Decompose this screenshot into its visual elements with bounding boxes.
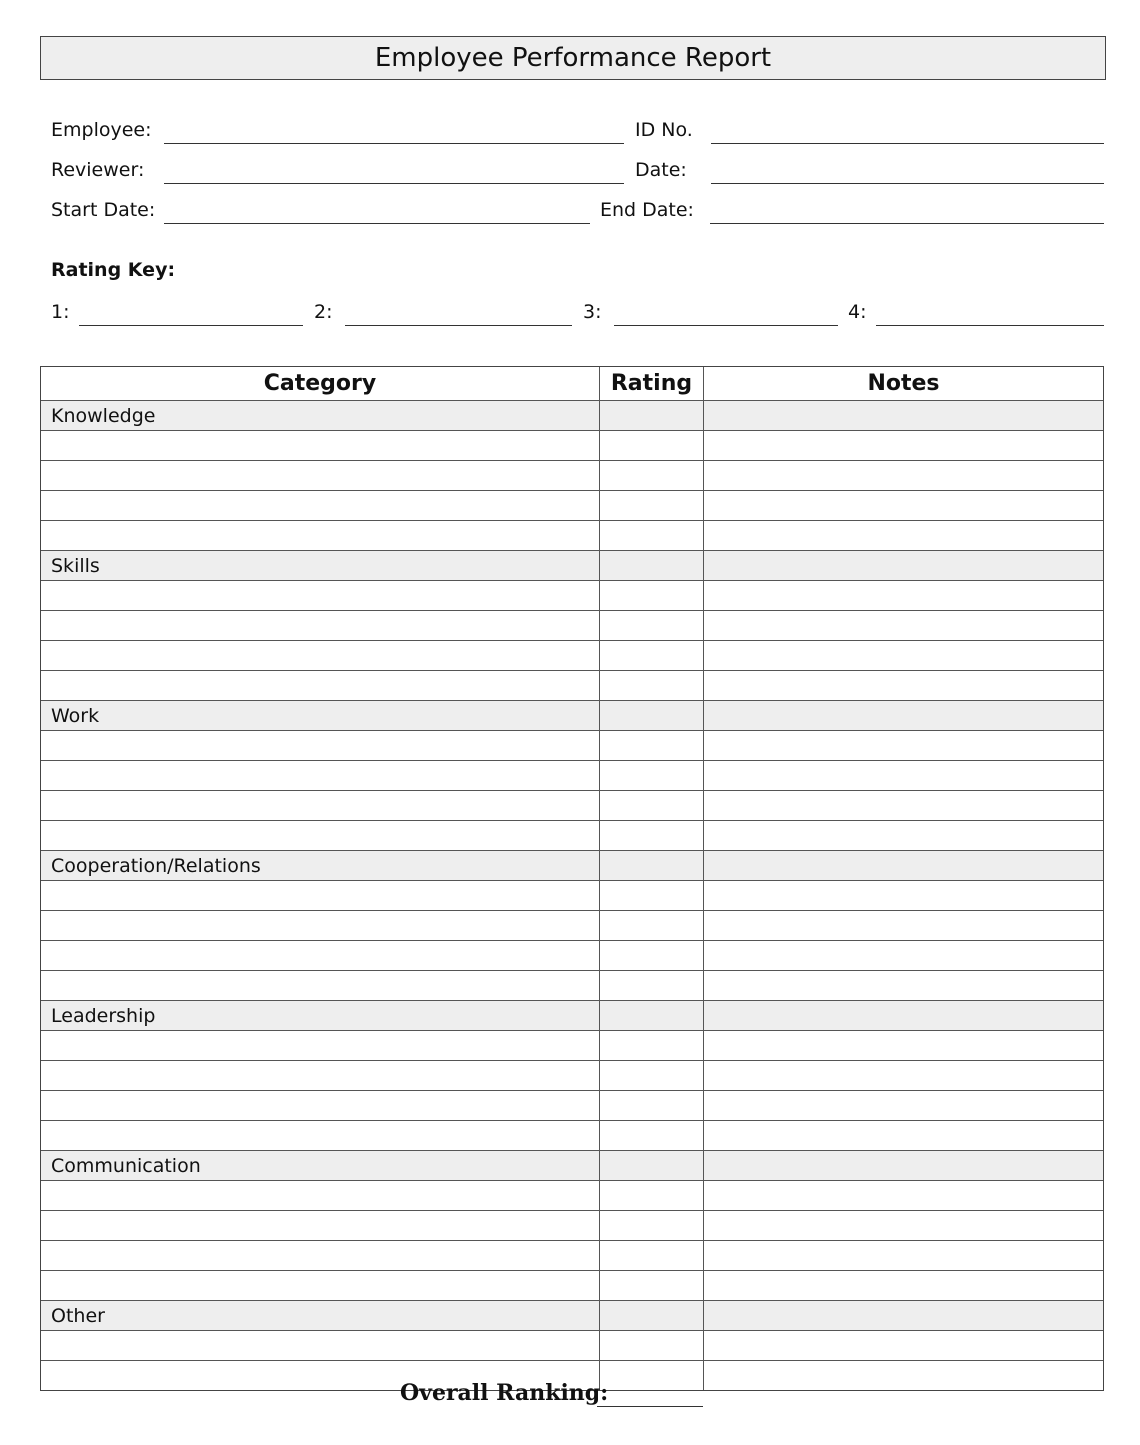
rating-key-1-field[interactable]	[79, 325, 303, 326]
table-row	[41, 940, 1103, 970]
table-row	[41, 1240, 1103, 1270]
category-cell[interactable]	[41, 881, 599, 910]
table-row	[41, 580, 1103, 610]
rating-cell[interactable]	[599, 971, 703, 1000]
reviewer-label: Reviewer:	[51, 159, 145, 181]
section-rating-cell	[599, 701, 703, 730]
category-cell[interactable]	[41, 671, 599, 700]
category-cell[interactable]	[41, 761, 599, 790]
rating-cell[interactable]	[599, 1181, 703, 1210]
category-cell[interactable]	[41, 821, 599, 850]
rating-cell[interactable]	[599, 911, 703, 940]
notes-cell[interactable]	[703, 761, 1103, 790]
table-row	[41, 880, 1103, 910]
section-rating-cell	[599, 1301, 703, 1330]
table-row	[41, 1060, 1103, 1090]
rating-cell[interactable]	[599, 791, 703, 820]
table-row	[41, 1210, 1103, 1240]
rating-header: Rating	[599, 367, 703, 400]
rating-cell[interactable]	[599, 581, 703, 610]
rating-key-label: Rating Key:	[51, 259, 176, 281]
notes-cell[interactable]	[703, 911, 1103, 940]
category-cell[interactable]	[41, 461, 599, 490]
rating-cell[interactable]	[599, 731, 703, 760]
table-row	[41, 1030, 1103, 1060]
category-cell[interactable]	[41, 941, 599, 970]
section-row	[41, 400, 1103, 430]
category-cell[interactable]	[41, 1241, 599, 1270]
notes-cell[interactable]	[703, 971, 1103, 1000]
rating-key-4-field[interactable]	[876, 325, 1104, 326]
rating-cell[interactable]	[599, 521, 703, 550]
table-row	[41, 430, 1103, 460]
table-row	[41, 730, 1103, 760]
employee-label: Employee:	[51, 119, 152, 141]
section-label: Communication	[51, 1154, 201, 1177]
rating-cell[interactable]	[599, 821, 703, 850]
rating-cell[interactable]	[599, 611, 703, 640]
rating-key-2-field[interactable]	[345, 325, 572, 326]
category-cell[interactable]	[41, 1121, 599, 1150]
notes-cell[interactable]	[703, 641, 1103, 670]
notes-cell[interactable]	[703, 821, 1103, 850]
notes-cell[interactable]	[703, 431, 1103, 460]
notes-cell[interactable]	[703, 1091, 1103, 1120]
employee-field[interactable]	[164, 143, 624, 144]
rating-cell[interactable]	[599, 1271, 703, 1300]
table-row	[41, 790, 1103, 820]
section-label: Leadership	[51, 1004, 156, 1027]
section-notes-cell	[703, 551, 1103, 580]
section-label: Cooperation/Relations	[51, 854, 261, 877]
rating-cell[interactable]	[599, 1031, 703, 1060]
notes-cell[interactable]	[703, 1211, 1103, 1240]
category-cell[interactable]	[41, 791, 599, 820]
category-cell[interactable]	[41, 971, 599, 1000]
table-row	[41, 520, 1103, 550]
notes-cell[interactable]	[703, 491, 1103, 520]
table-row	[41, 460, 1103, 490]
section-row	[41, 1150, 1103, 1180]
section-notes-cell	[703, 701, 1103, 730]
notes-cell[interactable]	[703, 941, 1103, 970]
notes-cell[interactable]	[703, 791, 1103, 820]
category-cell[interactable]	[41, 491, 599, 520]
section-notes-cell	[703, 1151, 1103, 1180]
rating-cell[interactable]	[599, 761, 703, 790]
rating-cell[interactable]	[599, 641, 703, 670]
rating-key-3-label: 3:	[583, 301, 602, 323]
section-rating-cell	[599, 401, 703, 430]
category-cell[interactable]	[41, 1331, 599, 1360]
category-cell[interactable]	[41, 1211, 599, 1240]
section-rating-cell	[599, 1001, 703, 1030]
notes-cell[interactable]	[703, 611, 1103, 640]
notes-cell[interactable]	[703, 731, 1103, 760]
rating-cell[interactable]	[599, 881, 703, 910]
notes-cell[interactable]	[703, 1271, 1103, 1300]
performance-table	[40, 366, 1104, 1391]
rating-cell[interactable]	[599, 671, 703, 700]
rating-cell[interactable]	[599, 461, 703, 490]
notes-cell[interactable]	[703, 1331, 1103, 1360]
notes-cell[interactable]	[703, 671, 1103, 700]
category-cell[interactable]	[41, 1271, 599, 1300]
notes-cell[interactable]	[703, 1121, 1103, 1150]
notes-cell[interactable]	[703, 1361, 1103, 1390]
section-row	[41, 700, 1103, 730]
overall-ranking-field[interactable]	[597, 1406, 703, 1407]
table-row	[41, 820, 1103, 850]
rating-cell[interactable]	[599, 1361, 703, 1390]
section-notes-cell	[703, 1301, 1103, 1330]
end-date-field[interactable]	[710, 223, 1104, 224]
notes-cell[interactable]	[703, 581, 1103, 610]
notes-cell[interactable]	[703, 1031, 1103, 1060]
rating-key-1-label: 1:	[51, 301, 70, 323]
category-cell[interactable]	[41, 911, 599, 940]
category-cell[interactable]	[41, 641, 599, 670]
report-title: Employee Performance Report	[374, 43, 772, 73]
table-row	[41, 490, 1103, 520]
section-rating-cell	[599, 851, 703, 880]
table-row	[41, 1090, 1103, 1120]
category-cell[interactable]	[41, 521, 599, 550]
notes-cell[interactable]	[703, 461, 1103, 490]
rating-key-3-field[interactable]	[614, 325, 838, 326]
table-row	[41, 640, 1103, 670]
table-header-row	[41, 367, 1103, 400]
end-date-label: End Date:	[600, 199, 694, 221]
notes-cell[interactable]	[703, 881, 1103, 910]
overall-ranking-label: Overall Ranking:	[400, 1380, 609, 1406]
notes-cell[interactable]	[703, 1061, 1103, 1090]
date-label: Date:	[635, 159, 687, 181]
section-rating-cell	[599, 551, 703, 580]
section-rating-cell	[599, 1151, 703, 1180]
id-field[interactable]	[711, 143, 1104, 144]
id-label: ID No.	[635, 119, 693, 141]
category-header: Category	[263, 371, 377, 396]
section-notes-cell	[703, 401, 1103, 430]
rating-cell[interactable]	[599, 1061, 703, 1090]
table-row	[41, 1180, 1103, 1210]
rating-cell[interactable]	[599, 1091, 703, 1120]
section-notes-cell	[703, 1001, 1103, 1030]
table-row	[41, 1330, 1103, 1360]
rating-cell[interactable]	[599, 1331, 703, 1360]
table-row	[41, 970, 1103, 1000]
category-cell[interactable]	[41, 581, 599, 610]
rating-cell[interactable]	[599, 431, 703, 460]
section-row	[41, 1000, 1103, 1030]
section-label: Knowledge	[51, 404, 156, 427]
notes-cell[interactable]	[703, 1181, 1103, 1210]
rating-cell[interactable]	[599, 491, 703, 520]
category-cell[interactable]	[41, 431, 599, 460]
category-cell[interactable]	[41, 1181, 599, 1210]
section-label: Skills	[51, 554, 100, 577]
table-row	[41, 610, 1103, 640]
rating-cell[interactable]	[599, 1241, 703, 1270]
category-cell[interactable]	[41, 1091, 599, 1120]
rating-key-2-label: 2:	[314, 301, 333, 323]
category-cell[interactable]	[41, 1061, 599, 1090]
reviewer-field[interactable]	[164, 183, 624, 184]
start-date-label: Start Date:	[51, 199, 156, 221]
category-cell[interactable]	[41, 1031, 599, 1060]
section-label: Work	[51, 704, 100, 727]
table-row	[41, 670, 1103, 700]
notes-cell[interactable]	[703, 1241, 1103, 1270]
section-notes-cell	[703, 851, 1103, 880]
section-row	[41, 1300, 1103, 1330]
section-row	[41, 550, 1103, 580]
start-date-field[interactable]	[164, 223, 590, 224]
date-field[interactable]	[711, 183, 1104, 184]
table-row	[41, 760, 1103, 790]
report-title-box	[40, 36, 1106, 80]
category-cell[interactable]	[41, 731, 599, 760]
section-row	[41, 850, 1103, 880]
category-cell[interactable]	[41, 611, 599, 640]
table-row	[41, 910, 1103, 940]
rating-cell[interactable]	[599, 1121, 703, 1150]
table-row	[41, 1120, 1103, 1150]
rating-key-4-label: 4:	[848, 301, 867, 323]
section-label: Other	[51, 1304, 105, 1327]
rating-cell[interactable]	[599, 941, 703, 970]
table-row	[41, 1270, 1103, 1300]
rating-cell[interactable]	[599, 1211, 703, 1240]
notes-cell[interactable]	[703, 521, 1103, 550]
notes-header: Notes	[703, 367, 1103, 400]
